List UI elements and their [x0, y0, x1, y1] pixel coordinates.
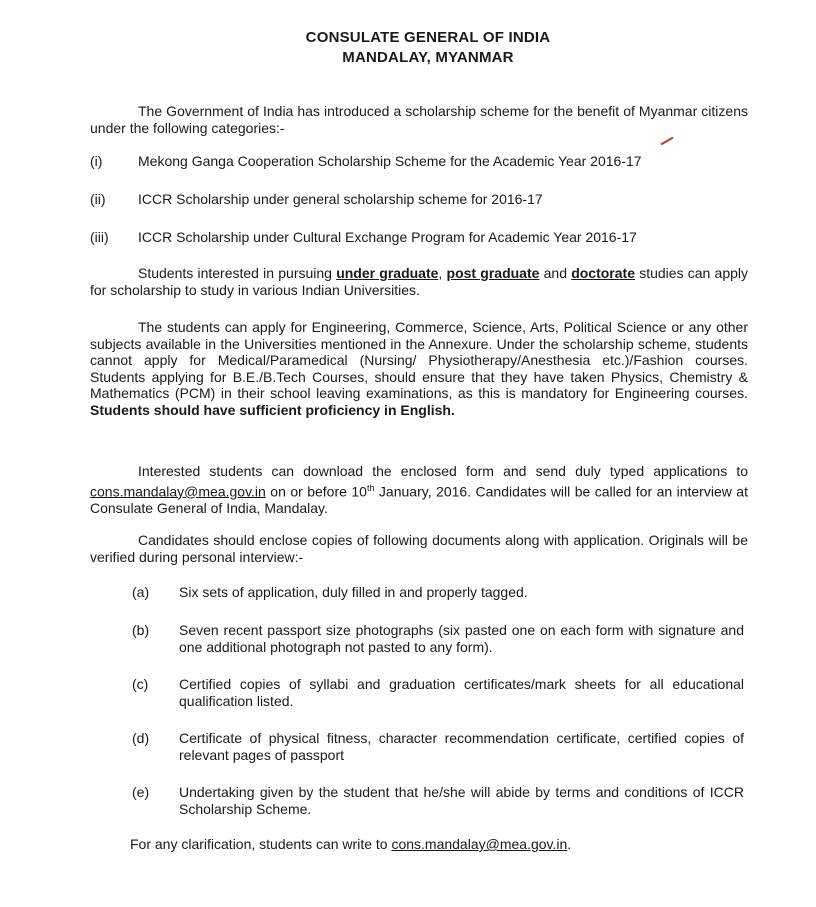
apply-text-post: January, 2016. Candidates will be called for an interview at Consulate General of India, Mandalay.	[90, 483, 748, 516]
studies-sep: and	[539, 265, 572, 281]
studies-text-pre: Students interested in pursuing	[138, 265, 337, 281]
category-text: ICCR Scholarship under Cultural Exchange Program for Academic Year 2016-17	[138, 229, 637, 245]
document-item	[132, 622, 744, 655]
documents-intro: Candidates should enclose copies of following documents along with application. Originals will be verified during personal interview:-	[90, 532, 748, 565]
red-tick-mark	[660, 137, 673, 146]
document-text: Certified copies of syllabi and graduation certificates/mark sheets for all educational qualification listed.	[179, 676, 744, 709]
english-proficiency-note: Students should have sufficient proficiency in English.	[90, 401, 455, 418]
under-graduate-term: under graduate	[336, 265, 439, 281]
footer-email-link[interactable]: cons.mandalay@mea.gov.in	[391, 836, 568, 852]
apply-paragraph	[90, 463, 748, 516]
subjects-text: The students can apply for Engineering, Commerce, Science, Arts, Political Science or any other subjects available in the Universities mentioned in the Annexure. Under the scholarship scheme, students cannot apply for Medical/Paramedical (Nursing/ Physiotherapy/Anesthesia etc.)/Fashion courses. Students applying for B.E./B.Tech Courses, should ensure that they have taken Physics, Chemistry & Mathematics (PCM) in their school leaving examinations, as this is mandatory for Engineering courses.	[90, 319, 748, 401]
document-text: Seven recent passport size photographs (six pasted one on each form with signature and one additional photograph not pasted to any form).	[179, 622, 744, 655]
category-text: Mekong Ganga Cooperation Scholarship Scheme for the Academic Year 2016-17	[138, 153, 642, 169]
header-location: MANDALAY, MYANMAR	[342, 49, 514, 66]
category-text: ICCR Scholarship under general scholarship scheme for 2016-17	[138, 191, 543, 207]
date-superscript: th	[366, 482, 375, 493]
document-item	[132, 784, 744, 817]
category-number: (i)	[90, 153, 103, 169]
header-consulate: CONSULATE GENERAL OF INDIA	[305, 29, 551, 46]
post-graduate-term: post graduate	[446, 265, 540, 281]
document-number: (d)	[132, 730, 150, 746]
studies-sep: ,	[438, 265, 447, 281]
email-link[interactable]: cons.mandalay@mea.gov.in	[90, 483, 266, 500]
footer-paragraph	[130, 836, 750, 853]
intro-paragraph: The Government of India has introduced a scholarship scheme for the benefit of Myanmar citizens under the following categories:-	[90, 103, 748, 136]
document-text: Undertaking given by the student that he/she will abide by terms and conditions of ICCR Scholarship Scheme.	[179, 784, 744, 817]
document-number: (e)	[132, 784, 150, 800]
document-item	[132, 730, 744, 763]
document-text: Certificate of physical fitness, character recommendation certificate, certified copies of relevant pages of passport	[179, 730, 744, 763]
document-number: (c)	[132, 676, 149, 692]
footer-text-post: .	[567, 836, 572, 852]
category-number: (iii)	[90, 229, 109, 245]
doctorate-term: doctorate	[571, 265, 635, 281]
studies-paragraph	[90, 265, 748, 298]
category-number: (ii)	[90, 191, 106, 207]
apply-text-mid: on or before 10	[265, 483, 367, 500]
document-number: (a)	[132, 584, 150, 600]
document-text: Six sets of application, duly filled in and properly tagged.	[179, 584, 528, 600]
apply-text-pre: Interested students can download the enclosed form and send duly typed applications to	[138, 463, 748, 479]
document-number: (b)	[132, 622, 150, 638]
subjects-paragraph	[90, 319, 748, 418]
footer-text-pre: For any clarification, students can write to	[130, 836, 392, 852]
document-item	[132, 584, 744, 601]
document-item	[132, 676, 744, 709]
studies-text-post: studies can apply for scholarship to study in various Indian Universities.	[90, 265, 749, 298]
